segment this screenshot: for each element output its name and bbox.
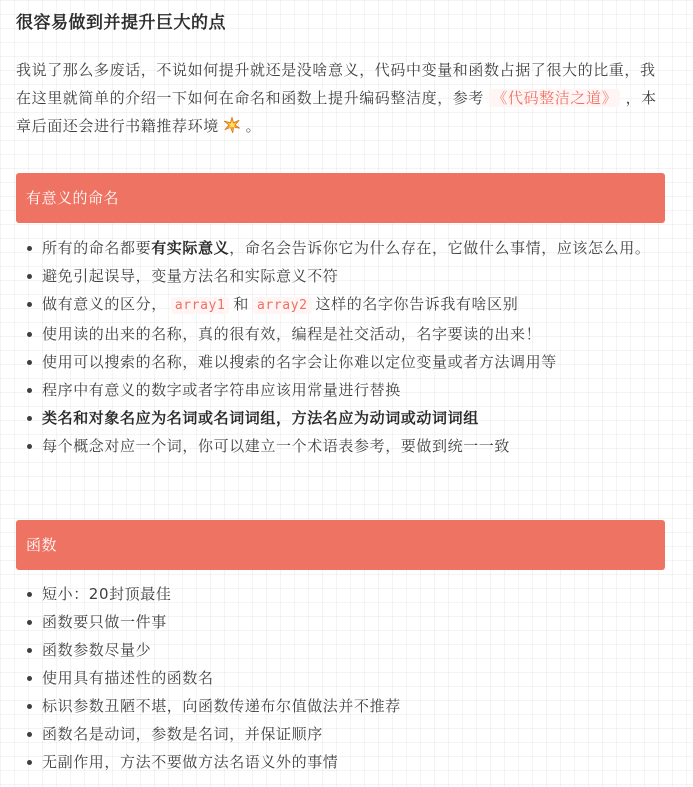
list-item	[16, 262, 666, 290]
bullet-dot	[27, 760, 32, 765]
bullet-dot	[27, 648, 32, 653]
bullet-dot	[27, 620, 32, 625]
bullet-dot	[27, 704, 32, 709]
bullet-dot	[27, 444, 32, 449]
list-item-text: 做有意义的区分，	[42, 295, 167, 313]
bullet-dot	[27, 732, 32, 737]
section-header-naming: 有意义的命名	[16, 173, 665, 223]
list-item	[16, 664, 666, 692]
intro-text-after: ，本章后面还会进行书籍推荐环境	[16, 89, 657, 135]
bullet-dot	[27, 416, 32, 421]
list-item-emphasis: 有实际意义	[151, 239, 230, 257]
intro-text: 我说了那么多废话，不说如何提升就还是没啥意义，代码中变量和函数占据了很大的比重，我在这里就简单的介绍一下如何在命名和函数上提升编码整洁度，参考	[16, 61, 656, 107]
list-item-text: 避免引起误导，变量方法名和实际意义不符	[42, 267, 339, 285]
section-header-functions: 函数	[16, 520, 665, 570]
bullet-dot	[27, 246, 32, 251]
list-item-text: 使用读的出来的名称，真的很有效，编程是社交活动，名字要读的出来！	[42, 325, 542, 343]
list-item	[16, 348, 666, 376]
intro-paragraph	[16, 56, 666, 140]
list-item	[16, 692, 666, 720]
bullet-dot	[27, 302, 32, 307]
list-item	[16, 376, 666, 404]
list-item-text: ，命名会告诉你它为什么存在，它做什么事情，应该怎么用。	[229, 239, 651, 257]
bullet-dot	[27, 388, 32, 393]
functions-list	[16, 580, 666, 776]
list-item-text: 使用具有描述性的函数名	[42, 669, 214, 687]
list-item-text: 标识参数丑陋不堪，向函数传递布尔值做法并不推荐	[42, 697, 401, 715]
book-reference: 《代码整洁之道》	[489, 89, 620, 107]
list-item-text: 和	[233, 295, 249, 313]
list-item-text: 类名和对象名应为名词或名词词组，方法名应为动词或动词词组	[42, 409, 479, 427]
list-item-text: 使用可以搜索的名称，难以搜索的名字会让你难以定位变量或者方法调用等	[42, 353, 557, 371]
bullet-dot	[27, 332, 32, 337]
list-item	[16, 432, 666, 460]
list-item	[16, 404, 666, 432]
list-item-text: 这样的名字你告诉我有啥区别	[315, 295, 519, 313]
list-item-text: 函数要只做一件事	[42, 613, 167, 631]
list-item	[16, 580, 666, 608]
list-item-text: 无副作用，方法不要做方法名语义外的事情	[42, 753, 339, 771]
intro-end-punct: 。	[245, 117, 262, 135]
sparkle-star-icon	[224, 117, 240, 133]
list-item-text: 每个概念对应一个词，你可以建立一个术语表参考，要做到统一一致	[42, 437, 511, 455]
bullet-dot	[27, 360, 32, 365]
list-item	[16, 636, 666, 664]
naming-list	[16, 234, 666, 460]
list-item	[16, 608, 666, 636]
list-item-text: 函数参数尽量少	[42, 641, 152, 659]
section-title: 很容易做到并提升巨大的点	[16, 13, 226, 33]
list-item	[16, 234, 666, 262]
bullet-dot	[27, 274, 32, 279]
bullet-dot	[27, 592, 32, 597]
list-item-text: 短小：20封顶最佳	[42, 585, 172, 603]
list-item-text: 程序中有意义的数字或者字符串应该用常量进行替换	[42, 381, 401, 399]
list-item	[16, 748, 666, 776]
list-item	[16, 290, 666, 320]
list-item	[16, 320, 666, 348]
inline-code-array1: array1	[171, 297, 230, 314]
inline-code-array2: array2	[253, 297, 312, 314]
list-item	[16, 720, 666, 748]
list-item-text: 函数名是动词，参数是名词，并保证顺序	[42, 725, 323, 743]
bullet-dot	[27, 676, 32, 681]
list-item-text: 所有的命名都要	[42, 239, 152, 257]
